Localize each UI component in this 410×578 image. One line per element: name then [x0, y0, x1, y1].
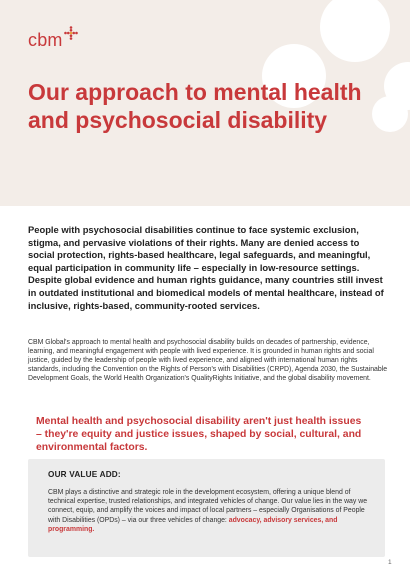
lead-paragraph: People with psychosocial disabilities continue to face systemic exclusion, stigma, and pervasive violations of their rights. Many are denied access to social protection, rights-based healthcare, legal safeguards, and meaningful, equal participation in community life – especially in low-resource settings. Despite global evidence and human rights guidance, many countries still invest in outdated institutional and biomedical models of mental healthcare, instead of inclusive, rights-based, community-rooted services.	[28, 224, 384, 311]
cbm-logo	[28, 30, 78, 51]
value-add-highlight: advocacy, advisory services, and programming.	[48, 516, 338, 533]
value-add-body	[48, 488, 368, 534]
pull-quote: Mental health and psychosocial disability aren't just health issues – they're equity and justice issues, shaped by social, cultural, and environmental factors.	[36, 416, 362, 453]
page-title: Our approach to mental health and psychosocial disability	[28, 79, 362, 133]
decorative-circle	[372, 96, 408, 132]
logo-text: cbm	[28, 30, 63, 50]
value-add-text: CBM plays a distinctive and strategic role in the development ecosystem, offering a unique blend of technical expertise, trusted relationships, and integrated vehicles of change. Our value lies in the way we connect, equip, and amplify the voices and impact of local partners – especially Organisations of People with Disabilities (OPDs) – via our three vehicles of change:	[48, 489, 368, 524]
body-paragraph: CBM Global's approach to mental health and psychosocial disability builds on decades of partnership, evidence, learning, and meaningful engagement with people with lived experience. It is grounded in human rights and social justice, guided by the leadership of people with lived experience, and aligned with international human rights standards, including the Convention on the Rights of Person's with Disabilities (CRPD), Agenda 2030, the Sustainable Development Goals, the World Health Organization's QualityRights Initiative, and the global disability movement.	[28, 339, 388, 383]
plus-dots-icon	[64, 26, 78, 40]
decorative-circle	[320, 0, 390, 62]
page-number: 1	[388, 559, 392, 566]
hero-banner	[0, 0, 410, 206]
value-add-box	[28, 459, 385, 557]
value-add-heading: OUR VALUE ADD:	[48, 470, 121, 479]
